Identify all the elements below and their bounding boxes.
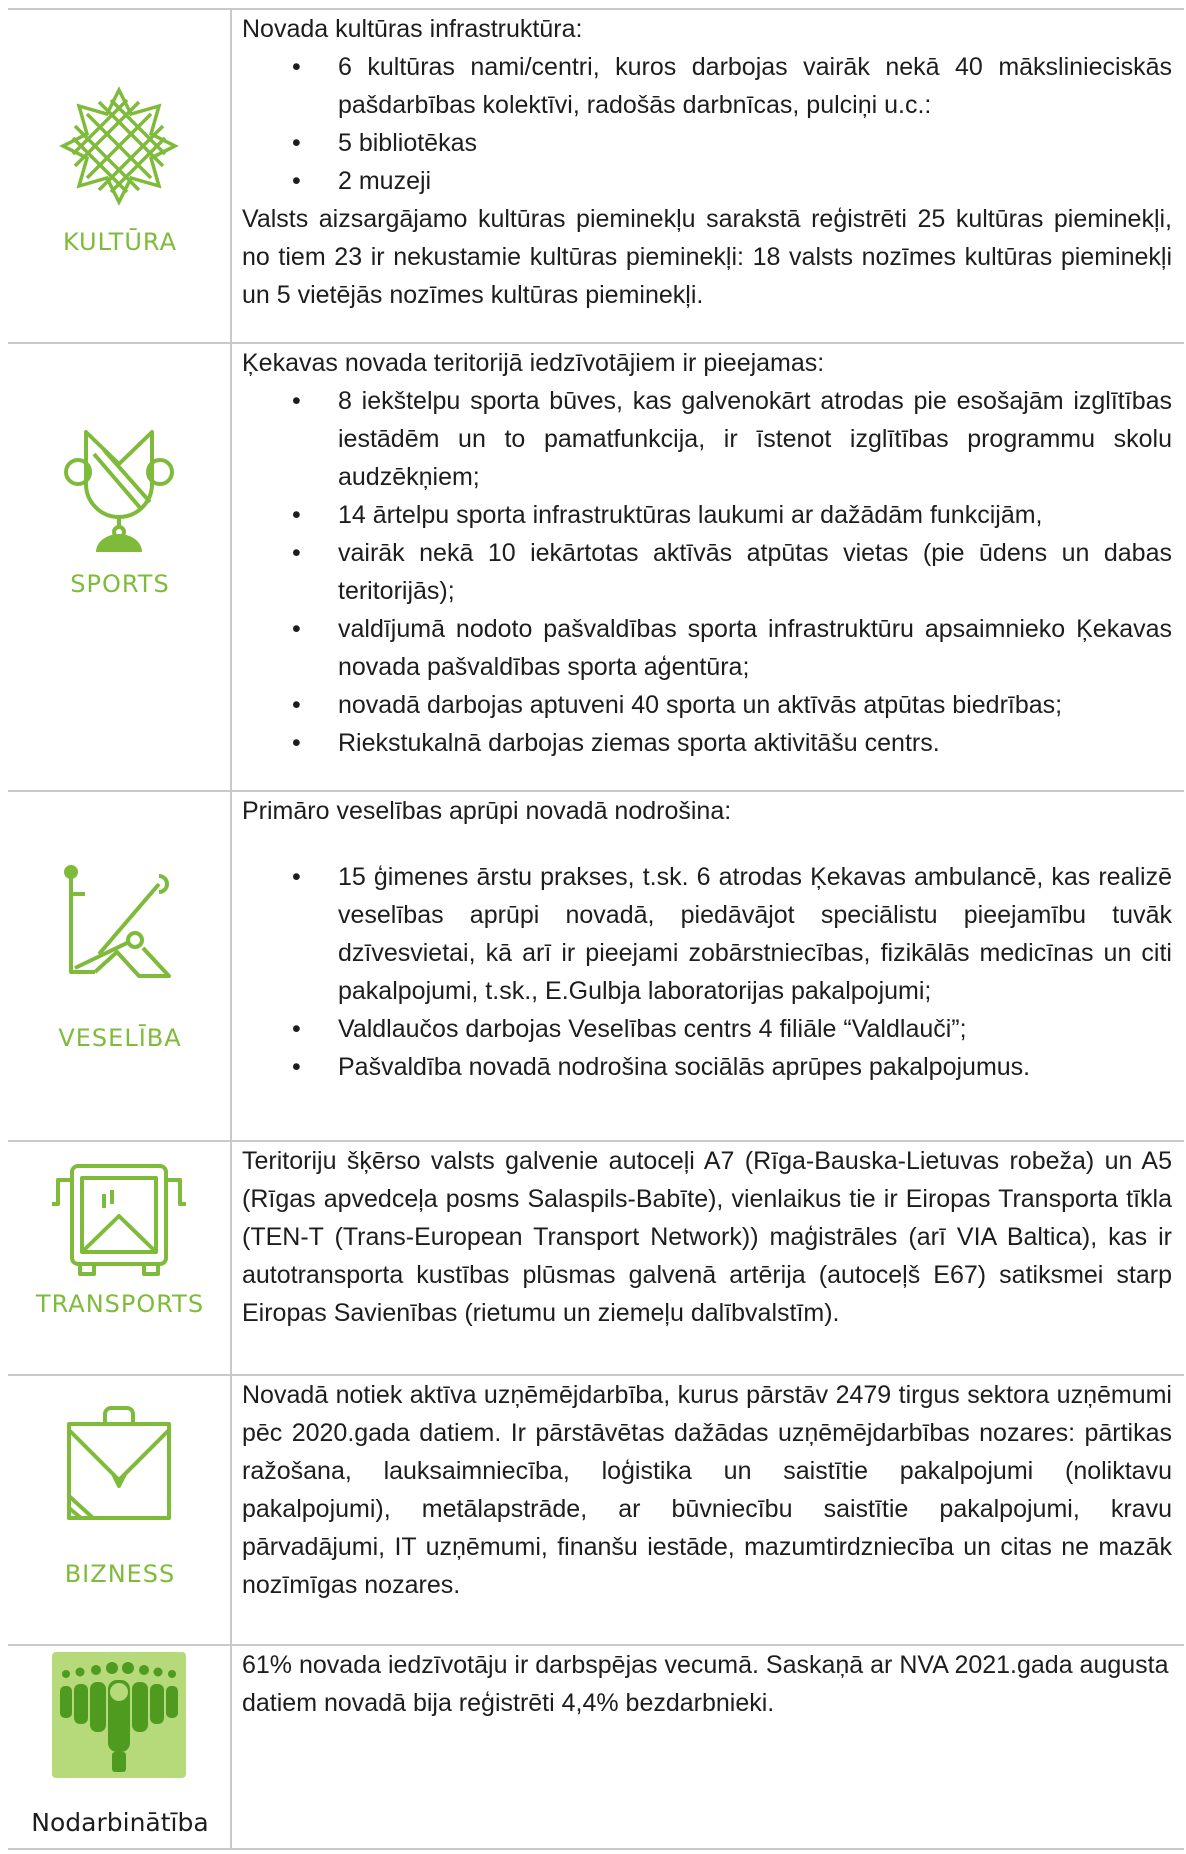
body-text: Novadā notiek aktīva uzņēmējdarbība, kurus pārstāv 2479 tirgus sektora uzņēmumi pēc 2020.gada datiem. Ir pārstāvētas dažādas uzņēmējdarbības nozares: pārtikas ražošana, lauksaimniecība, loģistika un saistītie pakalpojumi (noliktavu pakalpojumi), metālapstrāde, ar būvniecību saistītie pakalpojumi, kravu pārvadājumi, IT uzņēmumi, finanšu iestāde, mazumtirdzniecība un citas ne mazāk nozīmīgas nozares. — [242, 1381, 1172, 1599]
list-item: • Valdlaučos darbojas Veselības centrs 4 filiāle “Valdlauči”; — [242, 1010, 1172, 1048]
list-item: • Pašvaldība novadā nodrošina sociālās aprūpes pakalpojumus. — [242, 1048, 1172, 1086]
icon-cell — [8, 792, 232, 1140]
icon-cell — [8, 1646, 232, 1848]
intro-text: Ķekavas novada teritorijā iedzīvotājiem ir pieejamas: — [242, 349, 825, 377]
list-item: • Riekstukalnā darbojas ziemas sporta aktivitāšu centrs. — [242, 724, 1172, 762]
row-content — [242, 10, 1172, 314]
table-row-kultura — [8, 8, 1184, 342]
row-content — [242, 1142, 1172, 1332]
table-row-transports — [8, 1140, 1184, 1374]
icon-cell — [8, 1142, 232, 1374]
row-label: VESELĪBA — [58, 1024, 182, 1052]
star-lattice-icon — [59, 86, 179, 206]
list-item: • vairāk nekā 10 iekārtotas aktīvās atpūtas vietas (pie ūdens un dabas teritorijās); — [242, 534, 1172, 610]
table-row-veseliba — [8, 790, 1184, 1140]
row-label: SPORTS — [70, 570, 170, 598]
icon-cell — [8, 344, 232, 790]
row-content — [242, 1376, 1172, 1604]
bullet-list — [242, 48, 1172, 200]
outro-text: Valsts aizsargājamo kultūras pieminekļu sarakstā reģistrēti 25 kultūras pieminekļi, no tiem 23 ir nekustamie kultūras pieminekļi: 18 valsts nozīmes kultūras pieminekļi un 5 vietējās nozīmes kultūras pieminekļi. — [242, 205, 1172, 309]
list-item: • 2 muzeji — [242, 162, 1172, 200]
row-label: TRANSPORTS — [35, 1290, 205, 1318]
people-group-icon — [52, 1652, 186, 1778]
row-label: KULTŪRA — [62, 228, 178, 256]
list-item: • novadā darbojas aptuveni 40 sporta un aktīvās atpūtas biedrības; — [242, 686, 1172, 724]
list-item: • 6 kultūras nami/centri, kuros darbojas vairāk nekā 40 mākslinieciskās pašdarbības kolektīvi, radošās darbnīcas, pulciņi u.c.: — [242, 48, 1172, 124]
table-row-sports — [8, 342, 1184, 790]
list-item: • valdījumā nodoto pašvaldības sporta infrastruktūru apsaimnieko Ķekavas novada pašvaldības sporta aģentūra; — [242, 610, 1172, 686]
table-row-bizness — [8, 1374, 1184, 1644]
row-content — [242, 792, 1172, 1086]
health-icon — [59, 864, 179, 984]
row-content — [242, 1646, 1172, 1722]
bullet-list — [242, 382, 1172, 762]
list-item: • 15 ģimenes ārstu prakses, t.sk. 6 atrodas Ķekavas ambulancē, kas realizē veselības aprūpi novadā, piedāvājot speciālistu pieejamību tuvāk dzīvesvietai, kā arī ir pieejami zobārstniecības, fizikālās medicīnas un citi pakalpojumi, t.sk., E.Gulbja laboratorijas pakalpojumi; — [242, 858, 1172, 1010]
bus-icon — [44, 1158, 194, 1278]
bullet-list — [242, 858, 1172, 1086]
row-label: Nodarbinātība — [31, 1808, 209, 1837]
icon-cell — [8, 1376, 232, 1644]
briefcase-icon — [59, 1404, 179, 1524]
body-text: 61% novada iedzīvotāju ir darbspējas vecumā. Saskaņā ar NVA 2021.gada augusta datiem novadā bija reģistrēti 4,4% bezdarbnieki. — [242, 1651, 1169, 1717]
list-item: • 14 ārtelpu sporta infrastruktūras laukumi ar dažādām funkcijām, — [242, 496, 1172, 534]
list-item: • 8 iekštelpu sporta būves, kas galvenokārt atrodas pie esošajām izglītības iestādēm un to pamatfunkcija, ir īstenot izglītības programmu skolu audzēkņiem; — [242, 382, 1172, 496]
table-row-nodarbinatiba — [8, 1644, 1184, 1850]
body-text: Teritoriju šķērso valsts galvenie autoceļi A7 (Rīga-Bauska-Lietuvas robeža) un A5 (Rīgas apvedceļa posms Salaspils-Babīte), vienlaikus tie ir Eiropas Transporta tīkla (TEN-T (Trans-European Transport Network)) maģistrāles (arī VIA Baltica), kas ir autotransporta kustības plūsmas galvenā artērija (autoceļš E67) satiksmei starp Eiropas Savienības (rietumu un ziemeļu dalībvalstīm). — [242, 1147, 1172, 1327]
row-label: BIZNESS — [64, 1560, 176, 1588]
intro-text: Novada kultūras infrastruktūra: — [242, 15, 583, 43]
icon-cell — [8, 10, 232, 342]
trophy-icon — [64, 424, 174, 554]
intro-text: Primāro veselības aprūpi novadā nodrošina: — [242, 797, 732, 825]
row-content — [242, 344, 1172, 762]
list-item: • 5 bibliotēkas — [242, 124, 1172, 162]
